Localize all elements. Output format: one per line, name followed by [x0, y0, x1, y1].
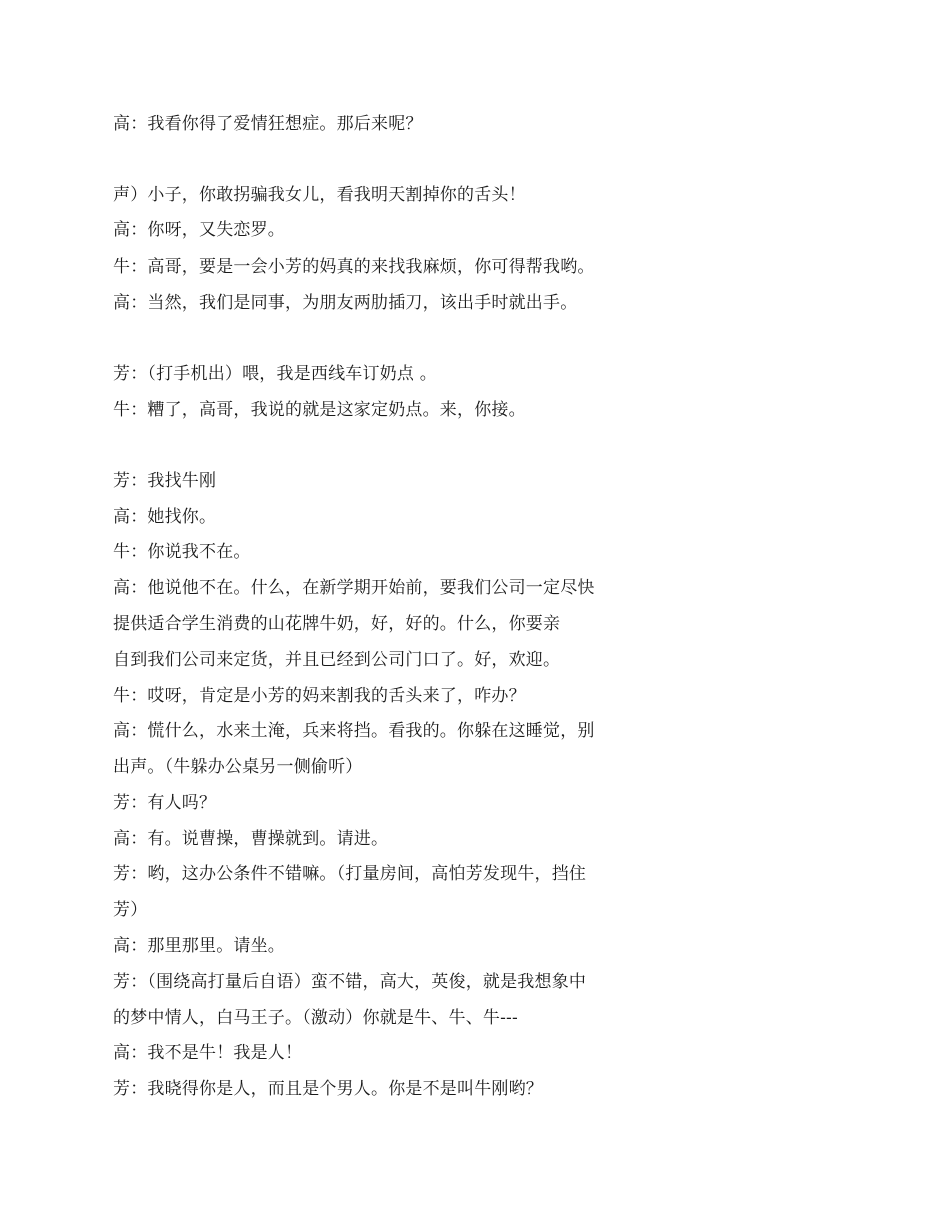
script-line: 自到我们公司来定货，并且已经到公司门口了。好，欢迎。	[113, 650, 561, 670]
script-line: 出声。（牛躲办公桌另一侧偷听）	[113, 757, 363, 777]
script-line: 牛：糟了，高哥，我说的就是这家定奶点。来，你接。	[113, 400, 526, 420]
script-line: 声）小子，你敢拐骗我女儿，看我明天割掉你的舌头！	[113, 185, 526, 205]
script-line: 牛：哎呀，肯定是小芳的妈来割我的舌头来了，咋办？	[113, 686, 526, 706]
script-line: 高：有。说曹操，曹操就到。请进。	[113, 829, 389, 849]
script-line: 提供适合学生消费的山花牌牛奶，好，好的。什么，你要亲	[113, 614, 561, 634]
script-line: 牛：你说我不在。	[113, 542, 251, 562]
script-line: 芳）	[113, 900, 148, 920]
script-line: 高：那里那里。请坐。	[113, 936, 285, 956]
script-line: 高：慌什么，水来土淹，兵来将挡。看我的。你躲在这睡觉，别	[113, 721, 595, 741]
script-line: 牛：高哥，要是一会小芳的妈真的来找我麻烦，你可得帮我哟。	[113, 257, 595, 277]
script-line: 芳：（围绕高打量后自语）蛮不错，高大，英俊，就是我想象中	[113, 972, 587, 992]
script-line: 芳：有人吗？	[113, 793, 217, 813]
script-line: 高：我看你得了爱情狂想症。那后来呢？	[113, 114, 423, 134]
script-line: 高：她找你。	[113, 507, 217, 527]
script-line: 高：你呀，又失恋罗。	[113, 220, 285, 240]
script-line: 高：当然，我们是同事，为朋友两肋插刀，该出手时就出手。	[113, 293, 578, 313]
script-line: 芳：哟，这办公条件不错嘛。（打量房间，高怕芳发现牛，挡住	[113, 864, 587, 884]
script-line: 芳：我找牛刚	[113, 471, 217, 491]
script-line: 高：他说他不在。什么，在新学期开始前，要我们公司一定尽快	[113, 578, 595, 598]
script-line: 的梦中情人，白马王子。（激动）你就是牛、牛、牛---	[113, 1008, 518, 1028]
script-line: 芳：我晓得你是人，而且是个男人。你是不是叫牛刚哟？	[113, 1079, 543, 1099]
script-line: 芳：（打手机出）喂，我是西线车订奶点 。	[113, 364, 437, 384]
script-line: 高：我不是牛！我是人！	[113, 1043, 303, 1063]
